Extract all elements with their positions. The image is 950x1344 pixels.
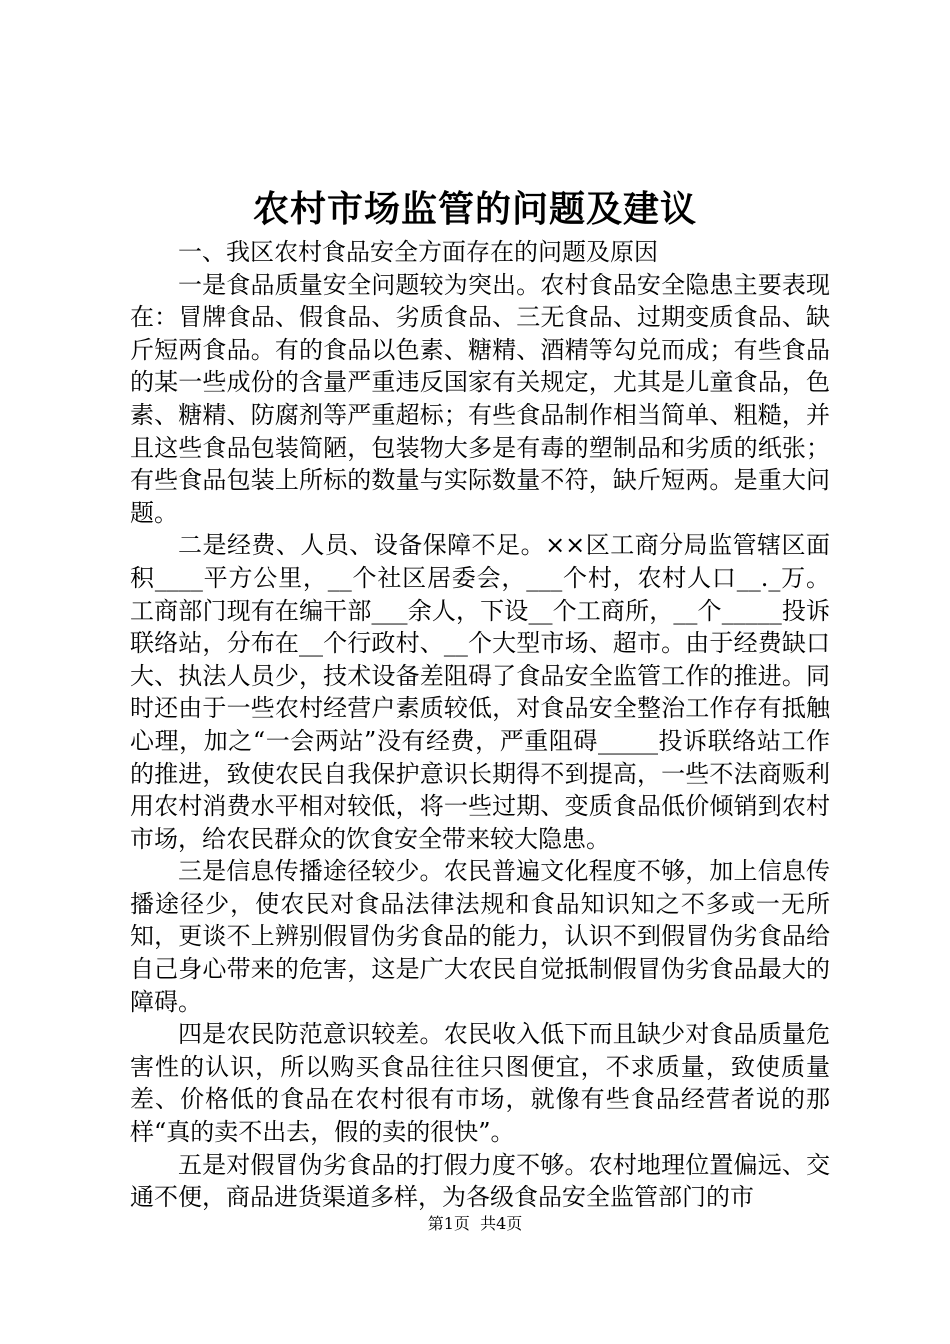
page-number-current: 第1页 (427, 1214, 470, 1233)
paragraph-point-3: 三是信息传播途径较少。农民普遍文化程度不够，加上信息传播途径少，使农民对食品法律法规和食品知识知之不多或一无所知，更谈不上辨别假冒伪劣食品的能力，认识不到假冒伪劣食品给自己身心带来的危害，这是广大农民自觉抵制假冒伪劣食品最大的障碍。 (130, 857, 830, 1016)
paragraph-point-2: 二是经费、人员、设备保障不足。××区工商分局监管辖区面积____平方公里，__个社区居委会，___个村，农村人口__._万。工商部门现有在编干部___余人，下设__个工商所，__个_____投诉联络站，分布在__个行政村、__个大型市场、超市。由于经费缺口大、执法人员少，技术设备差阻碍了食品安全监管工作的推进。同时还由于一些农村经营户素质较低，对食品安全整治工作存有抵触心理，加之“一会两站”没有经费，严重阻碍_____投诉联络站工作的推进，致使农民自我保护意识长期得不到提高，一些不法商贩利用农村消费水平相对较低，将一些过期、变质食品低价倾销到农村市场，给农民群众的饮食安全带来较大隐患。 (130, 531, 830, 853)
footer-separator (470, 1214, 480, 1233)
paragraph-point-1: 一是食品质量安全问题较为突出。农村食品安全隐患主要表现在：冒牌食品、假食品、劣质食品、三无食品、过期变质食品、缺斤短两食品。有的食品以色素、糖精、酒精等勾兑而成；有些食品的某一些成份的含量严重违反国家有关规定，尤其是儿童食品，色素、糖精、防腐剂等严重超标；有些食品制作相当简单、粗糙，并且这些食品包装简陋，包装物大多是有毒的塑制品和劣质的纸张；有些食品包装上所标的数量与实际数量不符，缺斤短两。是重大问题。 (130, 270, 830, 527)
page-number-total: 共4页 (480, 1214, 523, 1233)
paragraph-point-4: 四是农民防范意识较差。农民收入低下而且缺少对食品质量危害性的认识，所以购买食品往往只图便宜，不求质量，致使质量差、价格低的食品在农村很有市场，就像有些食品经营者说的那样“真的卖不出去，假的卖的很快”。 (130, 1020, 830, 1147)
paragraph-section-heading: 一、我区农村食品安全方面存在的问题及原因 (178, 238, 658, 266)
page-footer (0, 1212, 950, 1236)
document-title: 农村市场监管的问题及建议 (252, 188, 697, 230)
document-body (130, 236, 830, 1214)
paragraph-point-5: 五是对假冒伪劣食品的打假力度不够。农村地理位置偏远、交通不便，商品进货渠道多样，为各级食品安全监管部门的市 (130, 1150, 830, 1212)
